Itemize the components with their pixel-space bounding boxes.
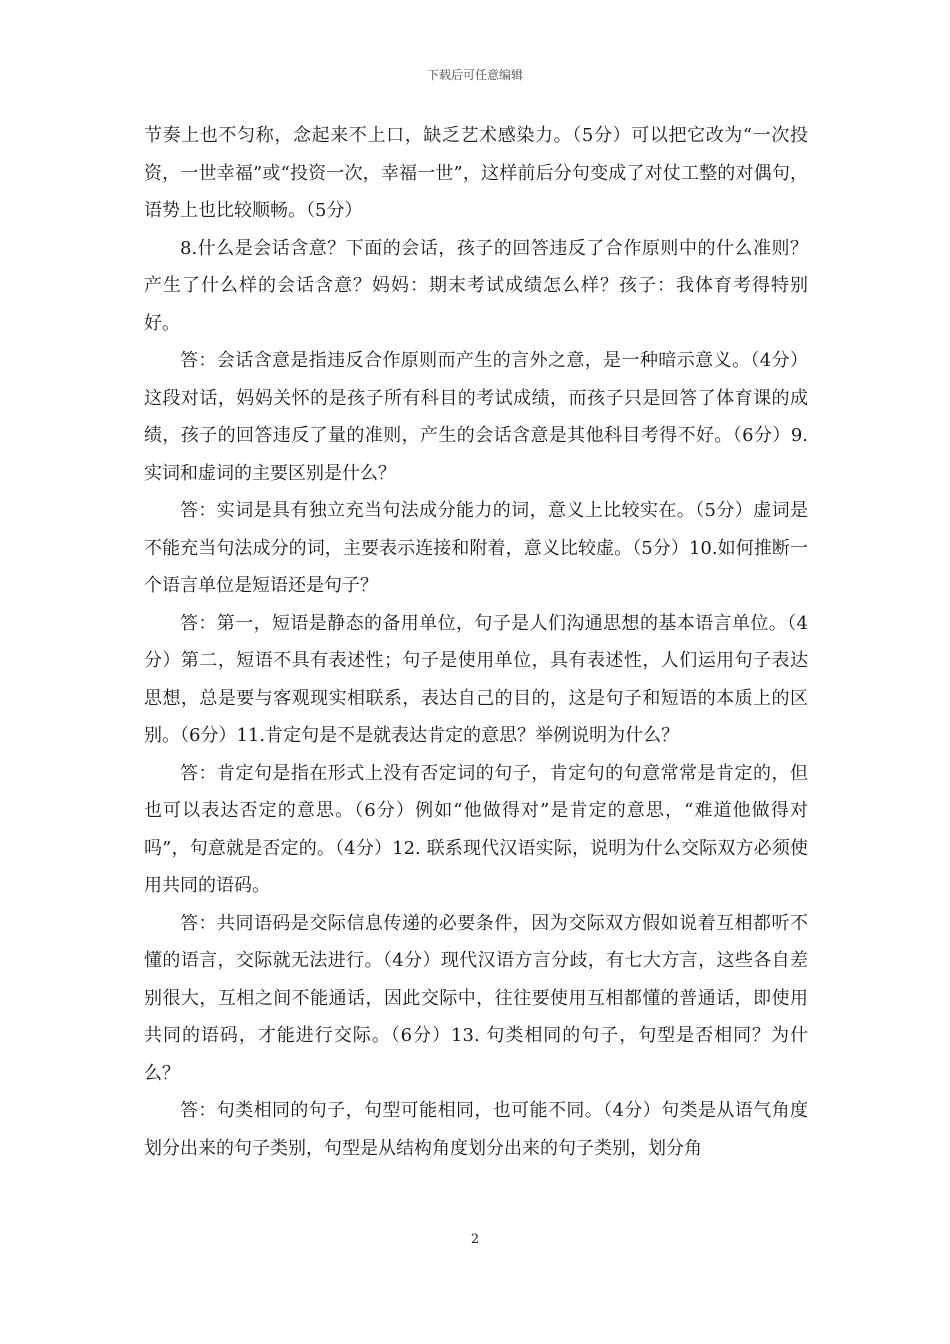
page-number: 2 — [470, 1232, 480, 1247]
answer-12: 答：共同语码是交际信息传递的必要条件，因为交际双方假如说着互相都听不懂的语言，交际就无法进行。（4分）现代汉语方言分歧，有七大方言，这些各自差别很大，互相之间不能通话，因此交际中，往往要使用互相都懂的普通话，即使用共同的语码，才能进行交际。（6分）13. 句类相同的句子，句型是否相同？为什么？ — [144, 912, 808, 1084]
page-header: 下载后可任意编辑 — [426, 68, 523, 82]
paragraph-continuation: 节奏上也不匀称，念起来不上口，缺乏艺术感染力。（5分）可以把它改为“一次投资，一世幸福”或“投资一次，幸福一世”，这样前后分句变成了对仗工整的对偶句，语势上也比较顺畅。（5分） — [144, 125, 808, 221]
answer-9: 答：实词是具有独立充当句法成分能力的词，意义上比较实在。（5分）虚词是不能充当句法成分的词，主要表示连接和附着，意义比较虚。（5分）10.如何推断一个语言单位是短语还是句子？ — [144, 500, 808, 596]
question-8: 8.什么是会话含意？下面的会话，孩子的回答违反了合作原则中的什么准则？产生了什么样的会话含意？妈妈：期末考试成绩怎么样？孩子：我体育考得特别好。 — [144, 237, 808, 334]
document-body — [144, 117, 808, 1167]
answer-11: 答：肯定句是指在形式上没有否定词的句子，肯定句的句意常常是肯定的，但也可以表达否定的意思。（6分）例如“他做得对”是肯定的意思，“难道他做得对吗”，句意就是否定的。（4分）12. 联系现代汉语实际，说明为什么交际双方必须使用共同的语码。 — [144, 762, 808, 896]
answer-13: 答：句类相同的句子，句型可能相同，也可能不同。（4分）句类是从语气角度划分出来的句子类别，句型是从结构角度划分出来的句子类别，划分角 — [144, 1100, 808, 1159]
answer-8: 答：会话含意是指违反合作原则而产生的言外之意，是一种暗示意义。（4分）这段对话，妈妈关怀的是孩子所有科目的考试成绩，而孩子只是回答了体育课的成绩，孩子的回答违反了量的准则，产生的会话含意是其他科目考得不好。（6分）9. 实词和虚词的主要区别是什么？ — [144, 350, 808, 484]
answer-10: 答：第一，短语是静态的备用单位，句子是人们沟通思想的基本语言单位。（4分）第二，短语不具有表述性；句子是使用单位，具有表述性，人们运用句子表达思想，总是要与客观现实相联系，表达自己的目的，这是句子和短语的本质上的区别。（6分）11.肯定句是不是就表达肯定的意思？举例说明为什么？ — [144, 612, 808, 746]
